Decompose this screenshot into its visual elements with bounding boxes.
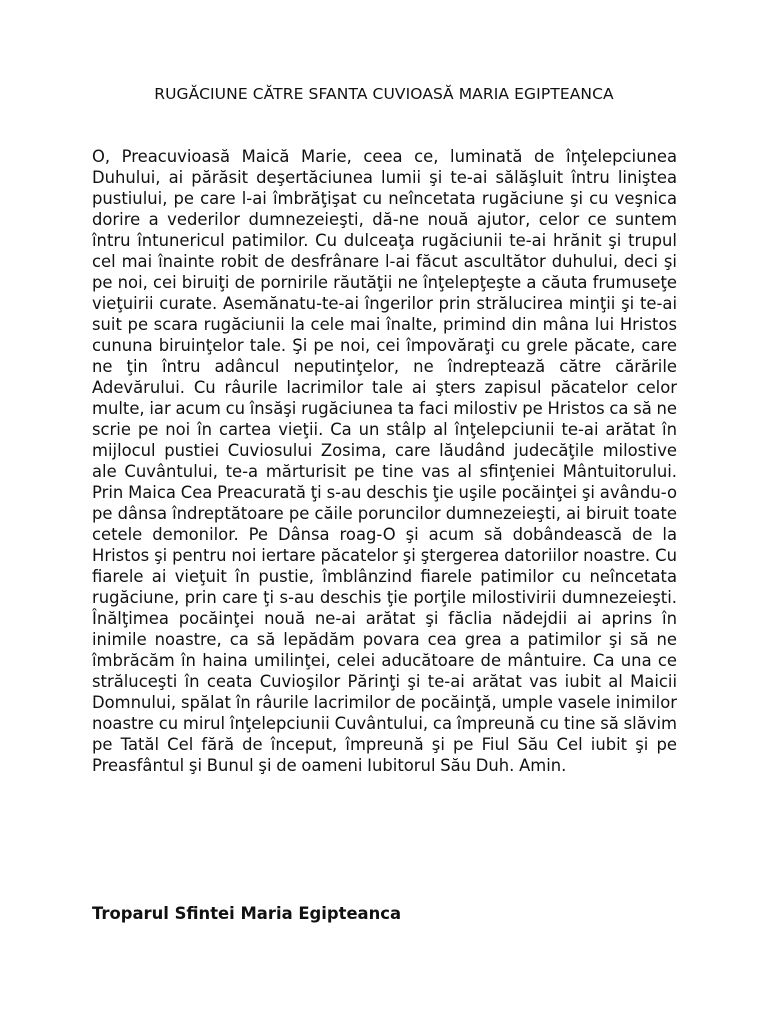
prayer-body-text: O, Preacuvioasă Maică Marie, ceea ce, luminată de înţelepciunea Duhului, ai părăsit deşertăciunea lumii şi te-ai sălăşluit întru linişteа pustiului, pe care l-ai îmbrăţişat cu neîncetata rugăciune şi cu veşnica dorire a vederilor dumnezeieşti, dă-ne nouă ajutor, celor ce suntem întru întunericul patimilor. Cu dulceaţa rugăciunii te-ai hrănit şi trupul cel mai înainte robit de desfrânare l-ai făcut ascultător duhului, deci şi pe noi, cei biruiţi de pornirile răutăţii ne înţelepţeşte a căuta frumuseţe vieţuirii curate. Asemănatu-te-ai îngerilor prin strălucirea minţii şi te-ai suit pe scara rugăciunii la cele mai înalte, primind din mâna lui Hristos cununa biruinţelor tale. Şi pe noi, cei împovăraţi cu grele păcate, care ne ţin întru adâncul neputinţelor, ne îndreptează către cărările Adevărului. Cu râurile lacrimilor tale ai şters zapisul păcatelor celor multe, iar acum cu însăşi rugăciunea ta faci milostiv pe Hristos ca să ne scrie pe noi în cartea vieţii. Ca un stâlp al înţelepciunii te-ai arătat în mijlocul pustiei Cuviosului Zosima, care lăudând judecăţile milostive ale Cuvântului, te-a mărturisit pe tine vas al sfinţeniei Mântuitorului. Prin Maica Cea Preacurată ţi s-au deschis ţie uşile pocăinţei şi avându-o pe dânsa îndreptătoare pe căile poruncilor dumnezeieşti, ai biruit toate cetele demonilor. Pe Dânsa roag-O şi acum să dobândească de la Hristos şi pentru noi iertare păcatelor şi ştergerea datoriilor noastre. Cu fiarele ai vieţuit în pustie, îmblânzind fiarele patimilor cu neîncetata rugăciune, prin care ţi s-au deschis ţie porţile milostivirii dumnezeieşti. Înălţimea pocăinţei nouă ne-ai arătat şi făclia nădejdii ai aprins în inimile noastre, ca să lepădăm povara cea grea a patimilor şi să ne îmbrăcăm în haina umilinţei, celei aducătoare de mântuire. Ca una ce străluceşti în ceata Cuvioşilor Părinţi şi te-ai arătat vas iubit al Maicii Domnului, spălat în râurile lacrimilor de pocăinţă, umple vasele inimilor noastre cu mirul înţelepciunii Cuvântului, ca împreună cu tine să slăvim pe Tatăl Cel fără de început, împreună şi pe Fiul Său Cel iubit şi pe Preasfântul şi Bunul şi de oameni Iubitorul Său Duh. Amin. <box>92 147 677 775</box>
section-subtitle: Troparul Sfintei Maria Egipteanca <box>92 904 402 923</box>
document-title: RUGĂCIUNE CĂTRE SFANTA CUVIOASĂ MARIA EGIPTEANCA <box>154 85 614 103</box>
